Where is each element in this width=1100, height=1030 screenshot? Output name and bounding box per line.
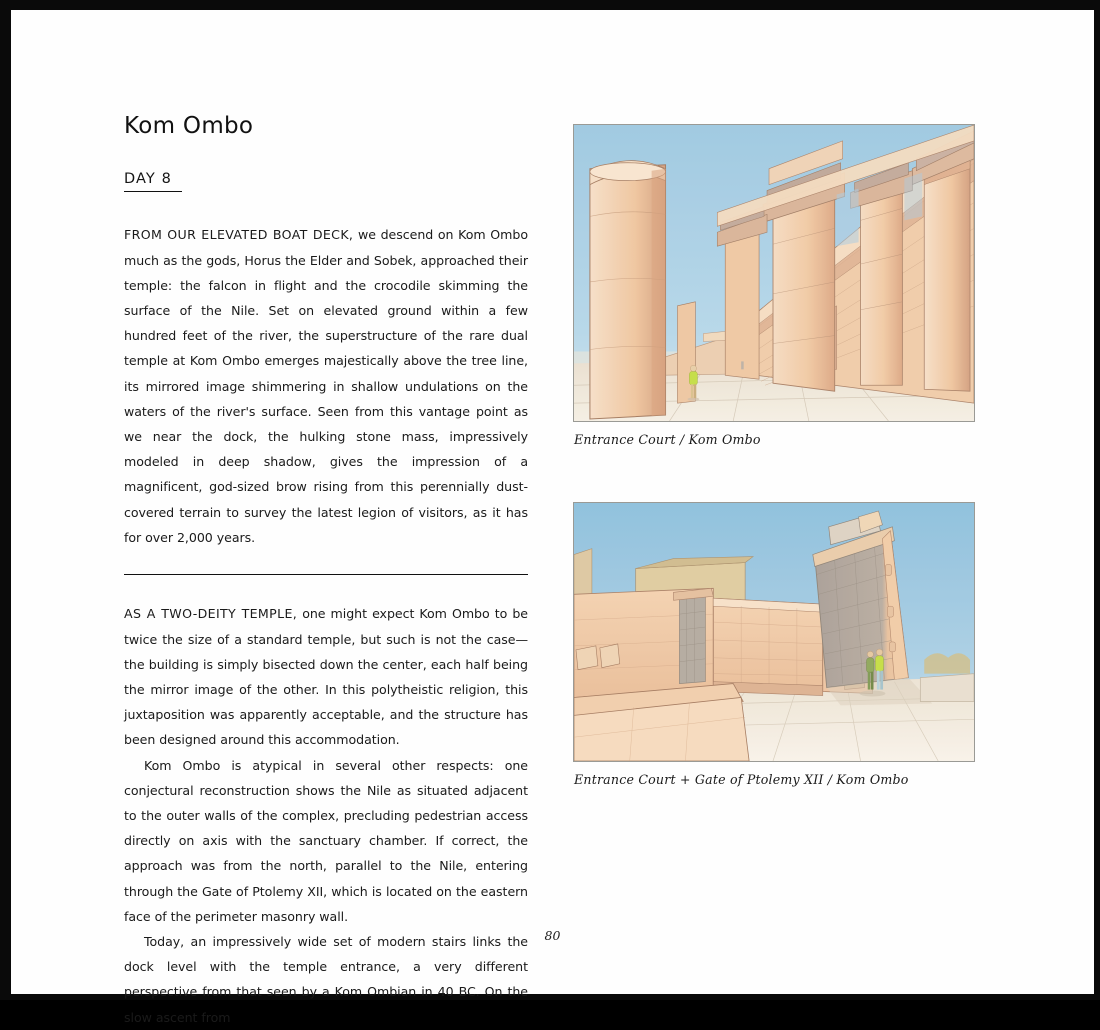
illustration-gate-of-ptolemy — [573, 502, 975, 762]
paragraph-1 — [124, 222, 528, 550]
page-number: 80 — [544, 928, 561, 943]
body-block-upper — [124, 222, 528, 550]
entrance-court-artwork — [574, 125, 974, 421]
paragraph-1-body: we descend on Kom Ombo much as the gods, Horus the Elder and Sobek, approached their temple: the falcon in flight and the crocodile skimming the surface of the Nile. Set on elevated ground within a few hundred feet of the river, the superstructure of the rare dual temple at Kom Ombo emerges majestically above the tree line, its mirrored image shimmering in shallow undulations on the waters of the river's surface. Seen from this vantage point as we near the dock, the hulking stone mass, impressively modeled in deep shadow, gives the impression of a magnificent, god-sized brow rising from this perennially dust-covered terrain to survey the latest legion of visitors, as it has for over 2,000 years. — [124, 227, 528, 545]
figure-entrance-court — [573, 124, 977, 447]
day-label-group — [124, 171, 182, 192]
illustration-entrance-court — [573, 124, 975, 422]
caption-gate-of-ptolemy: Entrance Court + Gate of Ptolemy XII / Kom Ombo — [574, 772, 909, 787]
paragraph-2-body: one might expect Kom Ombo to be twice the size of a standard temple, but such is not the case—the building is simply bisected down the center, each half being the mirror image of the other. In this polytheistic religion, this juxtaposition was apparently acceptable, and the structure has been designed around this accommodation. — [124, 606, 528, 748]
page-title: Kom Ombo — [124, 113, 254, 139]
paragraph-2 — [124, 601, 528, 752]
page-inner — [11, 10, 1094, 1025]
body-block-lower — [124, 601, 528, 1029]
paragraph-2-lead: AS A TWO-DEITY TEMPLE, — [124, 606, 298, 622]
paragraph-1-lead: FROM OUR ELEVATED BOAT DECK, — [124, 227, 354, 243]
caption-entrance-court: Entrance Court / Kom Ombo — [574, 432, 761, 447]
day-label: DAY 8 — [124, 171, 172, 187]
plate-column — [573, 124, 977, 797]
gate-of-ptolemy-artwork — [574, 503, 974, 761]
section-divider-rule — [124, 574, 528, 575]
text-column — [124, 115, 528, 1030]
page-sheet — [11, 10, 1094, 1025]
day-underline-rule — [124, 191, 182, 192]
paragraph-4: Today, an impressively wide set of modern stairs links the dock level with the temple entrance, a very different perspective from that seen by a Kom Ombian in 40 BC. On the slow ascent from — [124, 934, 528, 1025]
paragraph-3: Kom Ombo is atypical in several other respects: one conjectural reconstruction shows the Nile as situated adjacent to the outer walls of the complex, precluding pedestrian access directly on axis with the sanctuary chamber. If correct, the approach was from the north, parallel to the Nile, entering through the Gate of Ptolemy XII, which is located on the eastern face of the perimeter masonry wall. — [124, 757, 528, 924]
figure-gate-of-ptolemy — [573, 502, 977, 787]
